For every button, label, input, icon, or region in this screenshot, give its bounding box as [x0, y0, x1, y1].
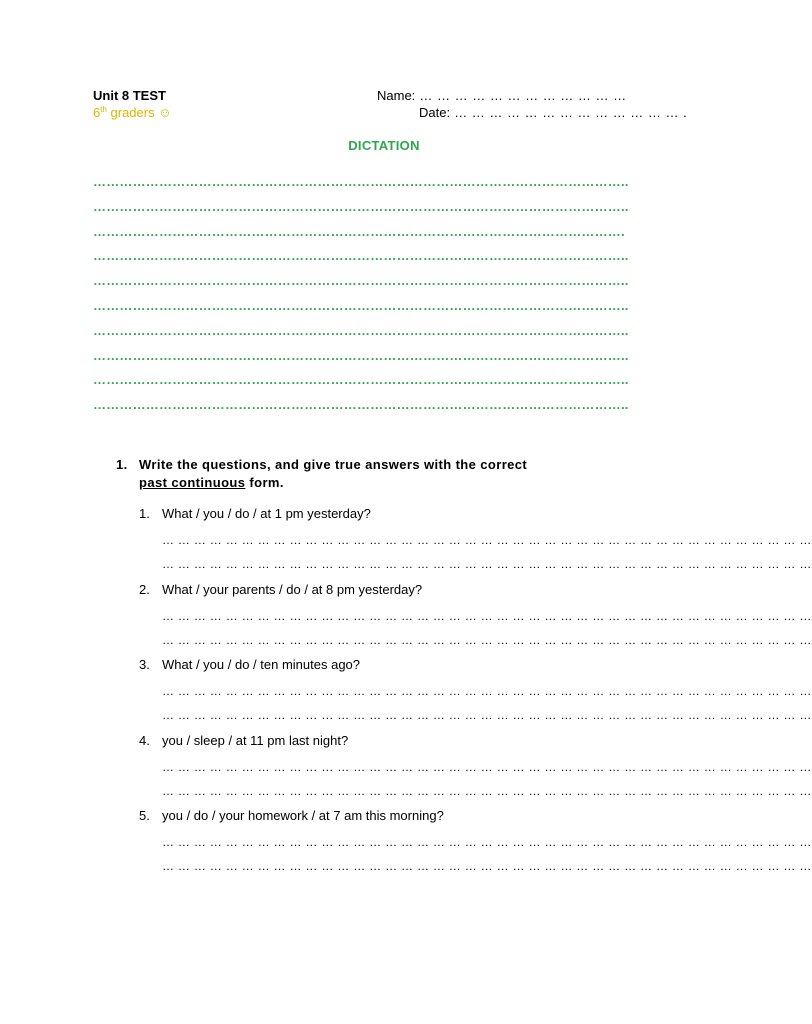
date-label: Date:	[419, 105, 451, 120]
name-dots: … … … … … … … … … … … …	[415, 88, 627, 103]
answer-line[interactable]: … … … … … … … … … … … … … … … … … … … … … … … … … … … … … … … … … … … … … … … … …	[162, 608, 812, 623]
dictation-line[interactable]: …………………………………………………………………………………………………………..	[93, 372, 629, 388]
dictation-line[interactable]: …………………………………………………………………………………………………………..	[93, 347, 629, 363]
answer-line[interactable]: … … … … … … … … … … … … … … … … … … … … … … … … … … … … … … … … … … … … … … … … …	[162, 632, 812, 647]
task-number: 1.	[116, 457, 128, 472]
answer-line[interactable]: … … … … … … … … … … … … … … … … … … … … … … … … … … … … … … … … … … … … … … … … …	[162, 533, 812, 547]
dictation-line[interactable]: …………………………………………………………………………………………………………..	[93, 198, 629, 214]
question-text: What / you / do / ten minutes ago?	[162, 657, 361, 672]
date-dots: … … … … … … … … … … … … … .	[450, 105, 688, 120]
answer-line[interactable]: … … … … … … … … … … … … … … … … … … … … … … … … … … … … … … … … … … … … … … … … …	[162, 557, 812, 571]
question-number: 5.	[139, 808, 150, 823]
question-number: 3.	[139, 657, 150, 672]
question-text: you / do / your homework / at 7 am this morning?	[162, 808, 444, 823]
question-text: What / you / do / at 1 pm yesterday?	[162, 506, 371, 521]
dictation-line[interactable]: …………………………………………………………………………………………………………..	[93, 322, 629, 338]
dictation-lines	[93, 170, 675, 418]
dictation-line[interactable]: ………………………………………………………………………………………………………….	[93, 223, 625, 239]
question-number: 1.	[139, 506, 150, 521]
task-underlined-term: past continuous	[139, 475, 246, 490]
answer-line[interactable]: … … … … … … … … … … … … … … … … … … … … … … … … … … … … … … … … … … … … … … … … …	[162, 708, 812, 722]
question-item	[139, 506, 812, 582]
question-list	[139, 506, 812, 884]
question-item	[139, 581, 812, 658]
question-number: 4.	[139, 732, 150, 748]
dictation-line[interactable]: …………………………………………………………………………………………………………..	[93, 297, 629, 313]
answer-line[interactable]: … … … … … … … … … … … … … … … … … … … … … … … … … … … … … … … … … … … … … … … … …	[162, 684, 812, 698]
test-title: Unit 8 TEST	[93, 88, 166, 103]
answer-line[interactable]: … … … … … … … … … … … … … … … … … … … … … … … … … … … … … … … … … … … … … … … … …	[162, 759, 812, 774]
name-label: Name:	[377, 88, 416, 103]
question-item	[139, 732, 812, 809]
grade-label	[93, 105, 171, 120]
answer-line[interactable]: … … … … … … … … … … … … … … … … … … … … … … … … … … … … … … … … … … … … … … … … …	[162, 859, 812, 873]
grade-suffix: th	[100, 105, 107, 114]
task-line-1: Write the questions, and give true answers with the correct	[139, 457, 528, 472]
task-line-2-rest: form.	[245, 475, 284, 490]
task-text	[139, 456, 679, 492]
question-number: 2.	[139, 581, 150, 597]
task-line-2	[139, 474, 679, 492]
question-item	[139, 657, 812, 733]
grade-text: graders ☺	[106, 105, 172, 120]
dictation-line[interactable]: …………………………………………………………………………………………………………..	[93, 174, 629, 189]
question-item	[139, 808, 812, 884]
dictation-heading: DICTATION	[348, 138, 420, 153]
dictation-line[interactable]: …………………………………………………………………………………………………………..	[93, 273, 629, 289]
date-field[interactable]	[419, 105, 687, 120]
question-text: you / sleep / at 11 pm last night?	[162, 732, 349, 748]
dictation-line[interactable]: …………………………………………………………………………………………………………..	[93, 248, 629, 264]
answer-line[interactable]: … … … … … … … … … … … … … … … … … … … … … … … … … … … … … … … … … … … … … … … … …	[162, 783, 812, 798]
question-text: What / your parents / do / at 8 pm yesterday?	[162, 581, 423, 597]
name-field[interactable]	[377, 88, 627, 103]
answer-line[interactable]: … … … … … … … … … … … … … … … … … … … … … … … … … … … … … … … … … … … … … … … … …	[162, 835, 812, 849]
dictation-line[interactable]: …………………………………………………………………………………………………………..	[93, 397, 629, 413]
grade-number: 6	[93, 105, 101, 120]
